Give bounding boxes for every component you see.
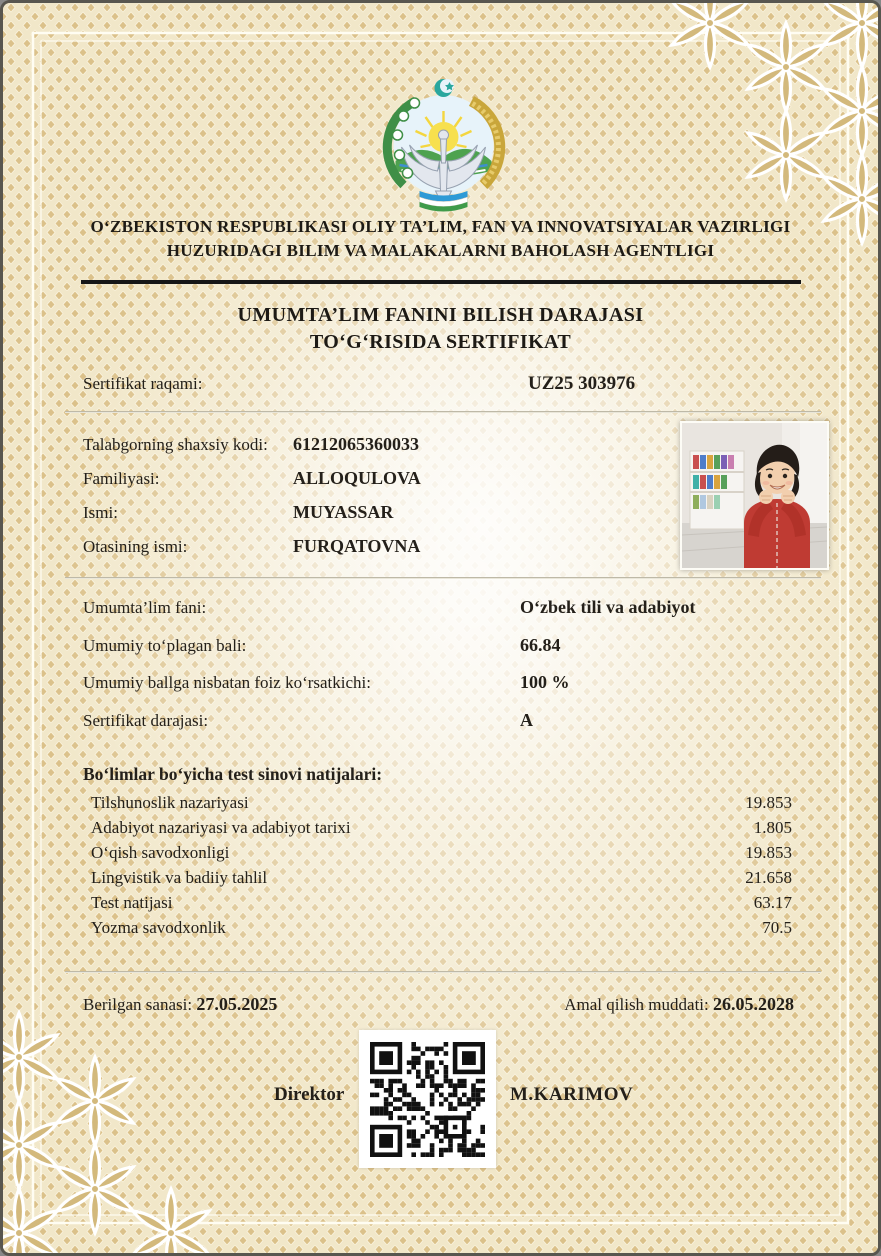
- expiry-date: Amal qilish muddati: 26.05.2028: [564, 994, 794, 1014]
- field-personal-code: Talabgorning shaxsiy kodi: 61212065360033: [83, 434, 419, 454]
- section-row: Lingvistik va badiiy tahlil 21.658: [91, 868, 792, 887]
- section-row: Test natijasi 63.17: [91, 893, 792, 912]
- uzbekistan-coat-of-arms-icon: [361, 73, 526, 213]
- field-patronymic: Otasining ismi: FURQATOVNA: [83, 536, 421, 556]
- section-score: 21.658: [745, 868, 792, 887]
- divider-rule: [81, 280, 801, 284]
- section-score: 63.17: [753, 893, 792, 912]
- field-surname: Familiyasi: ALLOQULOVA: [83, 468, 421, 488]
- field-percent: Umumiy ballga nisbatan foiz ko‘rsatkichi: 100 %: [83, 672, 570, 692]
- section-score: 1.805: [753, 818, 792, 837]
- section-score: 19.853: [745, 793, 792, 812]
- applicant-photo: [680, 421, 829, 570]
- ministry-name: O‘ZBEKISTON RESPUBLIKASI OLIY TA’LIM, FAN VA INNOVATSIYALAR VAZIRLIGI HUZURIDAGI BILIM VA MALAKALARNI BAHOLASH AGENTLIGI: [3, 215, 878, 263]
- separator: [65, 971, 821, 973]
- issue-date: Berilgan sanasi: 27.05.2025: [83, 994, 278, 1014]
- section-row: Tilshunoslik nazariyasi 19.853: [91, 793, 792, 812]
- serial-label: Sertifikat raqami:: [83, 374, 203, 393]
- serial-value: UZ25 303976: [528, 373, 636, 394]
- section-score: 70.5: [762, 918, 792, 937]
- serial-row: [83, 374, 794, 398]
- certificate-title: UMUMTA’LIM FANINI BILISH DARAJASI TO‘G‘RISIDA SERTIFIKAT: [237, 304, 644, 353]
- field-grade: Sertifikat darajasi: A: [83, 710, 533, 730]
- dates-row: [83, 994, 794, 1015]
- director-name: M.KARIMOV: [510, 1084, 634, 1105]
- separator: [65, 411, 821, 413]
- field-total-score: Umumiy to‘plagan bali: 66.84: [83, 635, 561, 655]
- section-row: O‘qish savodxonligi 19.853: [91, 843, 792, 862]
- section-row: Adabiyot nazariyasi va adabiyot tarixi 1.805: [91, 818, 792, 837]
- separator: [65, 577, 821, 579]
- agency-name: HUZURIDAGI BILIM VA MALAKALARNI BAHOLASH AGENTLIGI: [166, 241, 715, 260]
- section-score: 19.853: [745, 843, 792, 862]
- field-name: Ismi: MUYASSAR: [83, 502, 394, 522]
- field-subject: Umumta’lim fani: O‘zbek tili va adabiyot: [83, 597, 696, 617]
- qr-code: [359, 1030, 496, 1168]
- section-row: Yozma savodxonlik 70.5: [91, 918, 792, 937]
- director-label: Direktor: [274, 1084, 345, 1105]
- sections-heading: Bo‘limlar bo‘yicha test sinovi natijalari:: [83, 764, 383, 784]
